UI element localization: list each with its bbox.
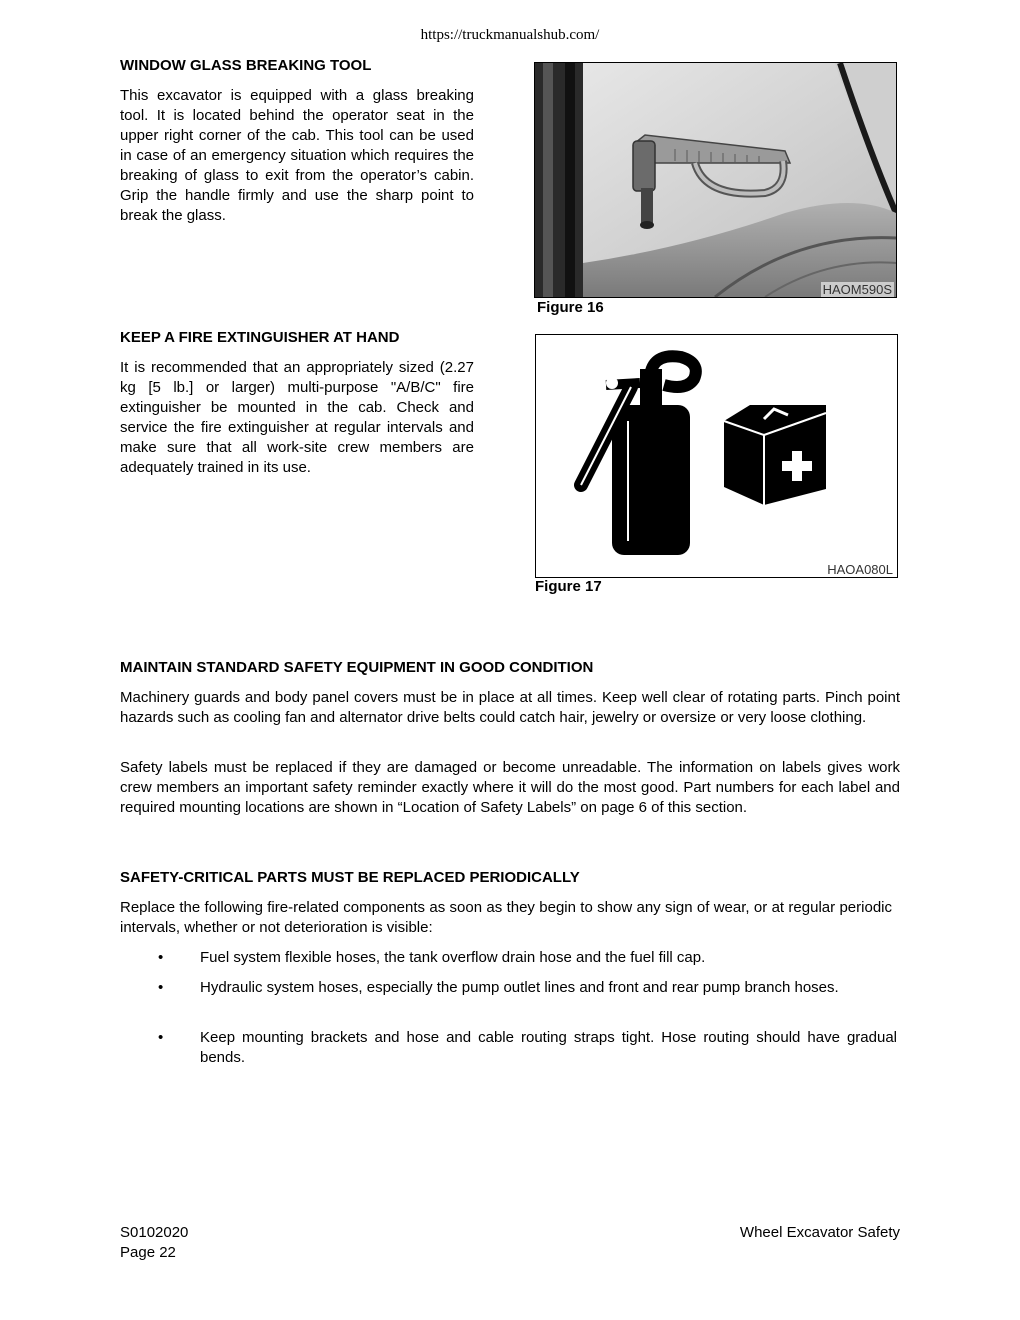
- section-heading-critical-parts: SAFETY-CRITICAL PARTS MUST BE REPLACED PERIODICALLY: [120, 869, 580, 886]
- bullet-icon: •: [158, 949, 164, 966]
- figure-17-illustration: [535, 334, 898, 578]
- section-heading-fire-extinguisher: KEEP A FIRE EXTINGUISHER AT HAND: [120, 329, 400, 346]
- footer-page-number: Page 22: [120, 1244, 176, 1261]
- list-item-text: Fuel system flexible hoses, the tank overflow drain hose and the fuel fill cap.: [200, 949, 706, 966]
- critical-parts-intro: Replace the following fire-related components as soon as they begin to show any sign of wear, or at regular periodic intervals, whether or not deterioration is visible:: [120, 899, 892, 936]
- section-heading-glass-tool: WINDOW GLASS BREAKING TOOL: [120, 57, 372, 74]
- figure-16-code: HAOM590S: [822, 282, 892, 297]
- fire-extinguisher-body: It is recommended that an appropriately sized (2.27 kg [5 lb.] or larger) multi-purpose "A/B/C" fire extinguisher be mounted in the cab. Check and service the fire extinguisher at regular intervals and make sure that all work-site crew members are adequately trained in its use.: [120, 359, 474, 476]
- figure-16-caption: Figure 16: [537, 299, 604, 316]
- glass-breaking-tool-photo: [535, 63, 896, 297]
- list-item-text: Hydraulic system hoses, especially the pump outlet lines and front and rear pump branch hoses.: [200, 979, 839, 996]
- source-url: https://truckmanualshub.com/: [420, 27, 600, 43]
- safety-equipment-para-2: Safety labels must be replaced if they are damaged or become unreadable. The information on labels gives work crew members an important safety reminder exactly where it will do the most good. Part numbers for each label and required mounting locations are shown in “Location of Safety Labels” on page 6 of this section.: [120, 759, 900, 816]
- bullet-icon: •: [158, 1029, 164, 1046]
- footer-title: Wheel Excavator Safety: [739, 1224, 900, 1241]
- list-item-text: Keep mounting brackets and hose and cable routing straps tight. Hose routing should have gradual bends.: [200, 1029, 897, 1066]
- section-heading-safety-equipment: MAINTAIN STANDARD SAFETY EQUIPMENT IN GOOD CONDITION: [120, 659, 594, 676]
- safety-equipment-para-1: Machinery guards and body panel covers must be in place at all times. Keep well clear of rotating parts. Pinch point hazards such as cooling fan and alternator drive belts could catch hair, jewelry or oversize or very loose clothing.: [120, 689, 900, 726]
- bullet-icon: •: [158, 979, 164, 996]
- footer-doc-number: S0102020: [120, 1224, 189, 1241]
- figure-17-caption: Figure 17: [535, 578, 602, 595]
- figure-16-photo: [534, 62, 897, 298]
- glass-tool-body: This excavator is equipped with a glass breaking tool. It is located behind the operator seat in the upper right corner of the cab. This tool can be used in case of an emergency situation which requires the breaking of glass to exit from the operator’s cabin. Grip the handle firmly and use the sharp point to break the glass.: [120, 87, 474, 224]
- figure-17-code: HAOA080L: [827, 562, 893, 577]
- fire-extinguisher-and-first-aid-icon: [536, 335, 897, 577]
